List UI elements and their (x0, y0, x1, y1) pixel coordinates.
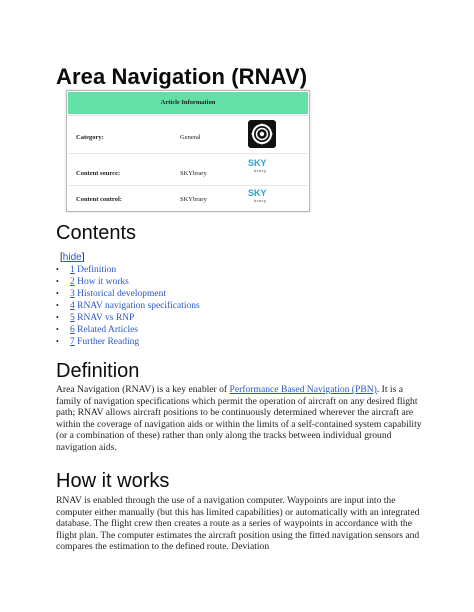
toc-label: RNAV vs RNP (74, 313, 135, 323)
definition-text-start: Area Navigation (RNAV) is a key enabler of (56, 384, 230, 395)
toc-item (56, 300, 200, 312)
toc-number: 3 (70, 289, 75, 299)
page-title: Area Navigation (RNAV) (56, 64, 308, 89)
skybrary-logo (248, 159, 267, 175)
table-of-contents (56, 264, 200, 348)
toc-item (56, 288, 200, 300)
toc-label: Historical development (74, 289, 167, 299)
toc-label: RNAV navigation specifications (74, 301, 200, 311)
logo-sub: brary (254, 168, 267, 173)
info-box-header: Article Information (68, 92, 308, 114)
toc-label: How it works (74, 277, 129, 287)
info-label: Content source: (76, 170, 121, 177)
info-label: Category: (76, 134, 104, 141)
logo-sub: brary (254, 198, 267, 203)
definition-heading: Definition (56, 360, 140, 382)
toc-item (56, 324, 200, 336)
info-value: SKYbrary (180, 196, 207, 203)
toc-link-historical-development[interactable] (70, 289, 166, 299)
definition-text-end: . It is a family of navigation specifications which permit the operation of aircraft on any desired flight path; RNAV allows aircraft positions to be continuously determined wherever the aircraft are within the coverage of navigation aids or within the limits of a self-contained system capability (or a combination of these) rather than only along the tracks between individual ground navigation aids. (56, 384, 422, 453)
how-it-works-heading: How it works (56, 470, 170, 492)
contents-heading: Contents (56, 222, 137, 244)
logo-main: SKY (248, 188, 267, 198)
toc-link-how-it-works[interactable] (70, 277, 129, 287)
info-value: General (180, 134, 201, 141)
toc-link-related-articles[interactable] (70, 325, 138, 335)
info-value: SKYbrary (180, 170, 207, 177)
toc-item (56, 336, 200, 348)
bracket-open: [ (60, 252, 63, 263)
definition-paragraph (56, 384, 424, 454)
info-row-content-source (68, 153, 308, 186)
info-row-category (68, 115, 308, 154)
toc-number: 7 (70, 337, 75, 347)
pbn-link[interactable]: Performance Based Navigation (PBN) (229, 384, 377, 395)
toc-number: 5 (70, 313, 75, 323)
bracket-close: ] (81, 252, 85, 263)
article-info-box (66, 90, 310, 212)
toc-link-rnav-vs-rnp[interactable] (70, 313, 134, 323)
toc-link-definition[interactable] (70, 265, 116, 275)
info-label: Content control: (76, 196, 122, 203)
toc-number: 4 (70, 301, 75, 311)
skybrary-logo (248, 189, 267, 205)
how-it-works-paragraph: RNAV is enabled through the use of a navigation computer. Waypoints are input into the computer either manually (but this has limited capabilities) or automatically with an integrated database. The flight crew then creates a route as a series of waypoints in accordance with the flight plan. The computer estimates the aircraft position using the fitted navigation sensors and compares the estimation to the defined route. Deviation (56, 495, 420, 553)
toc-link-rnav-specifications[interactable] (70, 301, 200, 311)
toc-label: Definition (74, 265, 117, 275)
toc-item (56, 276, 200, 288)
category-emblem-icon (248, 120, 276, 148)
toc-number: 2 (70, 277, 75, 287)
toc-number: 1 (70, 265, 75, 275)
toc-item (56, 264, 200, 276)
hide-toc-link[interactable]: hide (62, 252, 82, 263)
toc-item (56, 312, 200, 324)
toc-label: Further Reading (74, 337, 140, 347)
toc-label: Related Articles (74, 325, 139, 335)
logo-main: SKY (248, 158, 267, 168)
info-row-content-control (68, 185, 308, 210)
toc-toggle (60, 252, 84, 263)
toc-link-further-reading[interactable] (70, 337, 139, 347)
toc-number: 6 (70, 325, 75, 335)
